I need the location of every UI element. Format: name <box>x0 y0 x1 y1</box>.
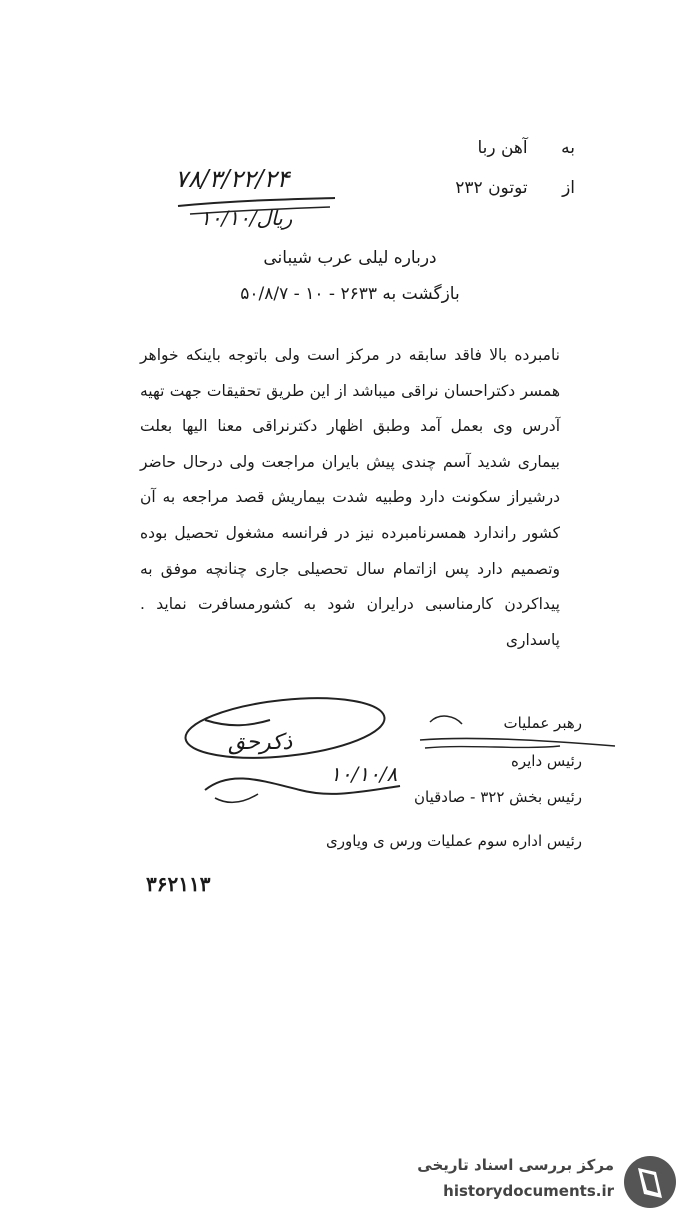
to-label: به <box>561 138 575 158</box>
body-paragraph: نامبرده بالا فاقد سابقه در مرکز است ولی باتوجه باینکه خواهر همسر دکتراحسان نراقی میباشد از این طریق تحقیقات جهت تهیه آدرس وی بعمل آمد وطبق اظهار دکترنراقی معنا الیها بعلت بیماری شدید آسم چندی پیش بایران مراجعت ولی درحال حاضر درشیراز سکونت دارد وطبیه شدت بیماریش قصد مراجعه به آن کشور راندارد همسرنامبرده نیز در فرانسه مشغول تحصیل بوده وتصمیم دارد پس ازاتمام سال تحصیلی جاری چنانچه موفق به پیداکردن کارمناسبی درایران شود به کشورمسافرت نماید . پاسداری <box>140 346 560 649</box>
watermark-title: مرکز بررسی اسناد تاریخی <box>417 1156 614 1174</box>
signature-line-operations: رهبر عملیات <box>503 714 582 732</box>
archive-logo-icon <box>622 1154 678 1210</box>
handwritten-date: ۱۰/۱۰/۸ <box>330 762 398 786</box>
handwritten-initials: ذکرحق <box>228 730 293 755</box>
watermark-url: historydocuments.ir <box>443 1182 614 1200</box>
subject-line: درباره لیلی عرب شیبانی <box>263 248 437 268</box>
reference-line: بازگشت به ۲۶۳۳ - ۱۰ - ۵۰/۸/۷ <box>240 284 460 304</box>
document-number: ۳۶۲۱۱۳ <box>146 872 211 896</box>
to-value: آهن ربا <box>477 138 528 158</box>
handwritten-note: ۱۰/۱۰/ریال <box>200 206 293 230</box>
watermark <box>406 1152 686 1212</box>
handwritten-reference: ۷۸/۳/۲۲/۲۴ <box>175 165 290 193</box>
signature-line-section: رئیس بخش ۳۲۲ - صادقیان <box>414 788 582 806</box>
signature-line-office: رئیس اداره سوم عملیات ورس ی ویاوری <box>326 832 582 850</box>
from-label: از <box>562 178 575 198</box>
signature-line-department: رئیس دایره <box>511 752 582 770</box>
from-value: توتون ۲۳۲ <box>455 178 528 198</box>
